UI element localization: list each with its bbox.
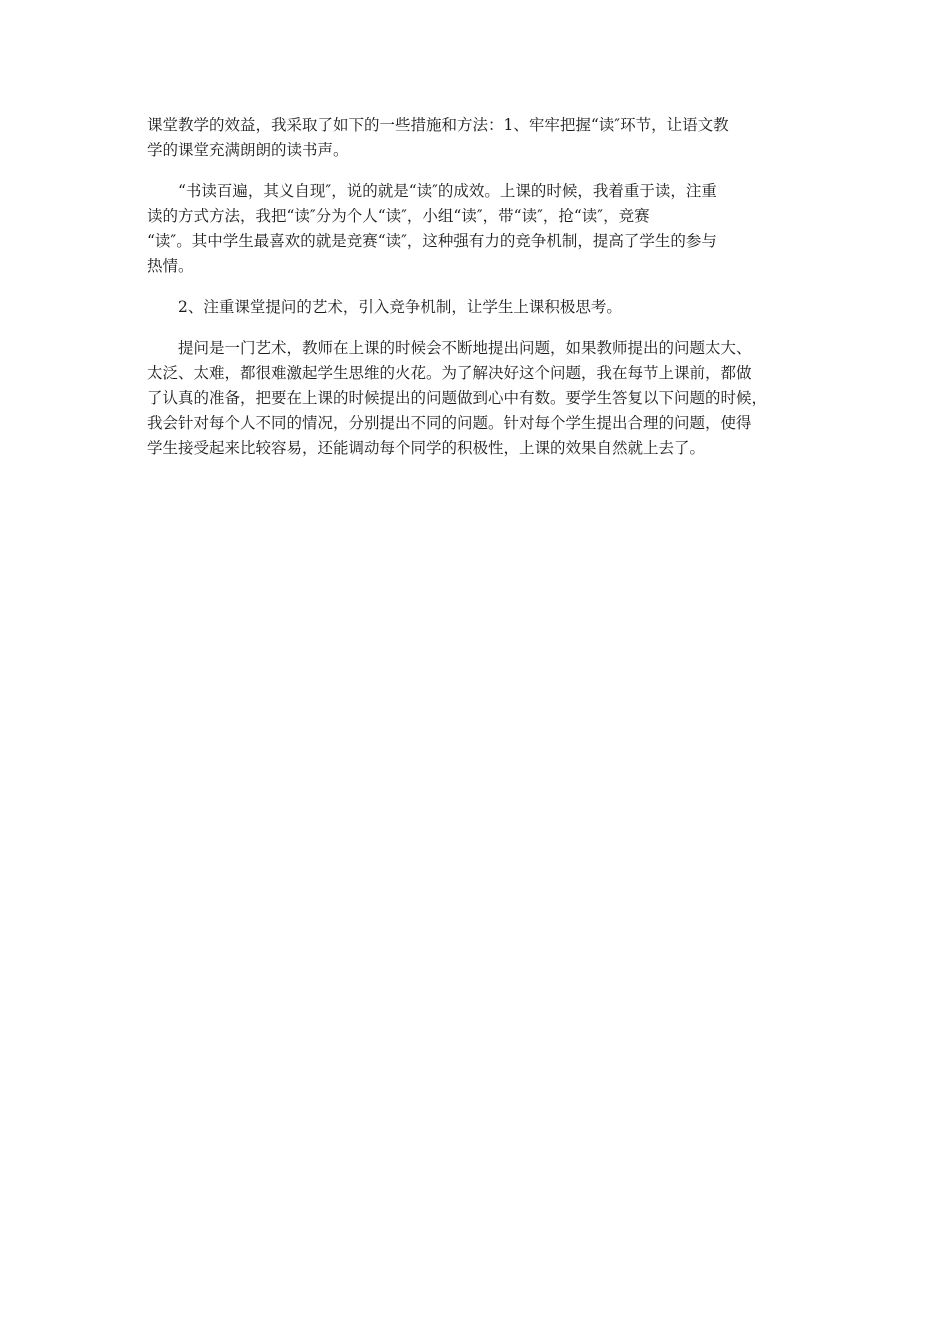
paragraph-3: [147, 295, 807, 320]
paragraph-4: [147, 336, 807, 461]
text-line: 2、注重课堂提问的艺术，引入竞争机制，让学生上课积极思考。: [178, 298, 622, 316]
text-line: 热情。: [147, 257, 194, 275]
text-line: 了认真的准备，把要在上课的时候提出的问题做到心中有数。要学生答复以下问题的时候，: [147, 389, 768, 407]
paragraph-1: [147, 113, 807, 163]
paragraph-2: [147, 179, 807, 279]
document-body: [147, 113, 807, 477]
text-line: 课堂教学的效益，我采取了如下的一些措施和方法：1、牢牢把握“读″环节，让语文教: [147, 116, 729, 134]
text-line: 提问是一门艺术，教师在上课的时候会不断地提出问题，如果教师提出的问题太大、: [178, 339, 752, 357]
text-line: 读的方式方法，我把“读″分为个人“读″，小组“读″，带“读″，抢“读″，竞赛: [147, 207, 650, 225]
text-line: “读″。其中学生最喜欢的就是竞赛“读″，这种强有力的竞争机制，提高了学生的参与: [147, 232, 717, 250]
text-line: 我会针对每个人不同的情况，分别提出不同的问题。针对每个学生提出合理的问题，使得: [147, 414, 752, 432]
text-line: 太泛、太难，都很难激起学生思维的火花。为了解决好这个问题，我在每节上课前，都做: [147, 364, 752, 382]
text-line: 学生接受起来比较容易，还能调动每个同学的积极性，上课的效果自然就上去了。: [147, 439, 706, 457]
text-line: 学的课堂充满朗朗的读书声。: [147, 141, 349, 159]
text-line: “书读百遍，其义自现″，说的就是“读″的成效。上课的时候，我着重于读，注重: [178, 182, 717, 200]
